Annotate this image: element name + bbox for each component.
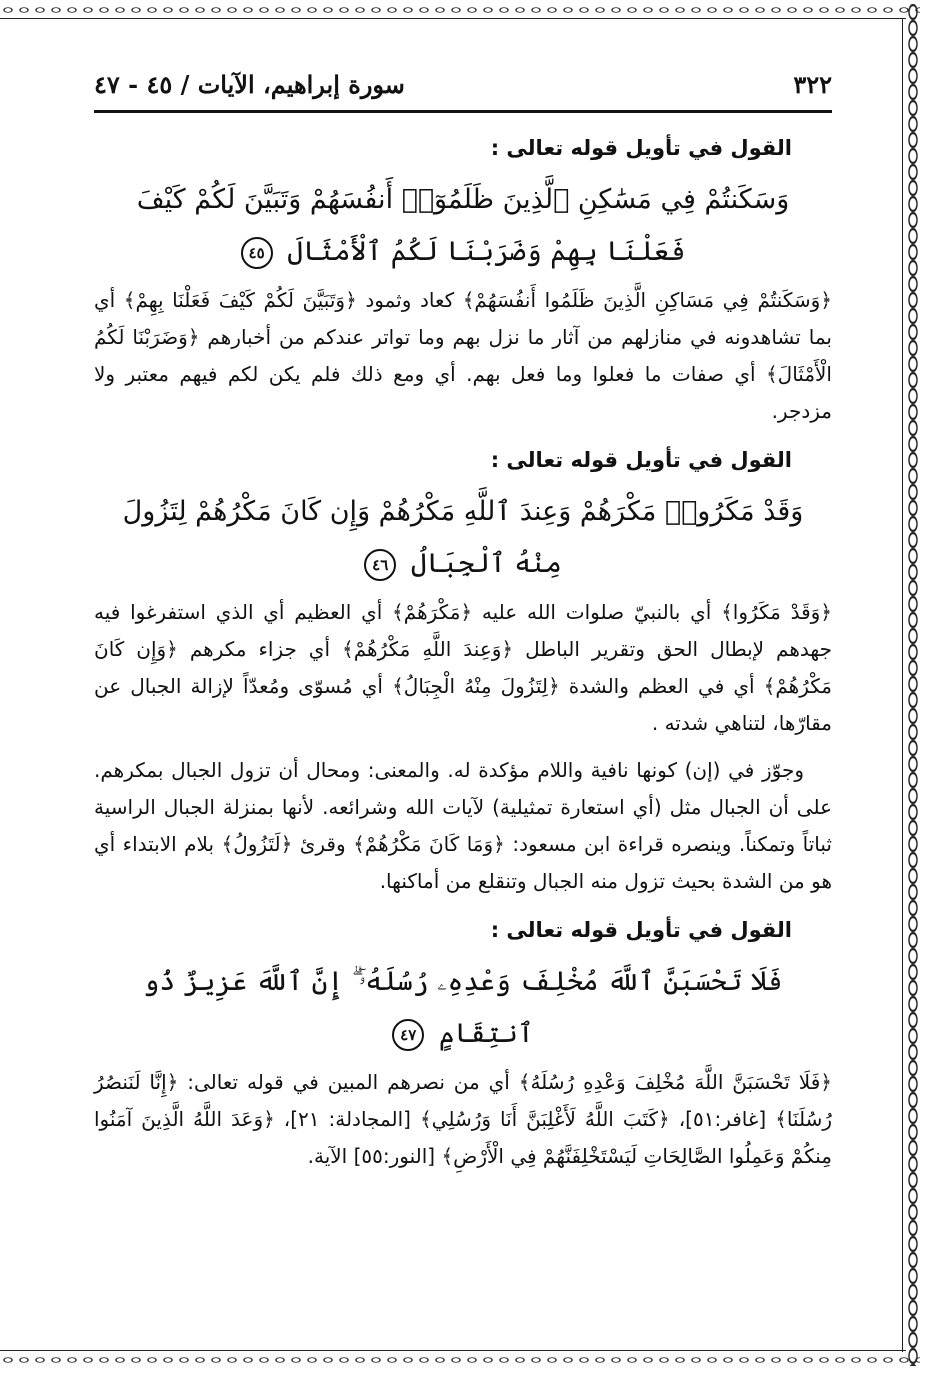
- page-number: ٣٢٢: [793, 69, 832, 99]
- verse-line: فَعَلْنَا بِهِمْ وَضَرَبْنَا لَكُمُ ٱلْأَمْثَالَ: [287, 236, 686, 267]
- quran-verse: [94, 956, 832, 1060]
- commentary-paragraph: ﴿فَلَا تَحْسَبَنَّ اللَّهَ مُخْلِفَ وَعْدِهِ رُسُلَهُ﴾ أي من نصرهم المبين في قوله تعالى: ﴿إِنَّا لَنَنصُرُ رُسُلَنَا﴾ [غافر:٥١]، ﴿كَتَبَ اللَّهُ لَأَغْلِبَنَّ أَنَا وَرُسُلِي﴾ [المجادلة: ٢١]، ﴿وَعَدَ اللَّهُ الَّذِينَ آمَنُوا مِنكُمْ وَعَمِلُوا الصَّالِحَاتِ لَيَسْتَخْلِفَنَّهُمْ فِي الْأَرْضِ﴾ [النور:٥٥] الآية.: [94, 1070, 832, 1168]
- verse-line: فَلَا تَحْسَبَنَّ ٱللَّهَ مُخْلِفَ وَعْدِهِۦ رُسُلَهُۥٓ ۗ إِنَّ ٱللَّهَ عَزِيزٌ ذُو ٱنتِقَامٍ: [143, 966, 783, 1049]
- section-heading: القول في تأويل قوله تعالى :: [490, 918, 792, 942]
- top-border-rule: [0, 18, 906, 19]
- commentary-paragraph: ﴿وَقَدْ مَكَرُوا﴾ أي بالنبيّ صلوات الله عليه ﴿مَكْرَهُمْ﴾ أي العظيم أي الذي استفرغوا فيه جهدهم لإبطال الحق وتقرير الباطل ﴿وَعِندَ اللَّهِ مَكْرُهُمْ﴾ أي جزاء مكرهم ﴿وَإِن كَانَ مَكْرُهُمْ﴾ أي في العظم والشدة ﴿لِتَزُولَ مِنْهُ الْجِبَالُ﴾ أي مُسوّى ومُعدّاً لإزالة الجبال عن مقارّها، لتناهي شدته .: [94, 600, 832, 735]
- quran-verse: [94, 486, 832, 590]
- section-heading: القول في تأويل قوله تعالى :: [490, 136, 792, 160]
- section-verse-46: [94, 440, 832, 900]
- section-heading: القول في تأويل قوله تعالى :: [490, 448, 792, 472]
- commentary-paragraph: ﴿وَسَكَنتُمْ فِي مَسَاكِنِ الَّذِينَ ظَلَمُوا أَنفُسَهُمْ﴾ كعاد وثمود ﴿وَتَبَيَّنَ لَكُمْ كَيْفَ فَعَلْنَا بِهِمْ﴾ أي بما تشاهدونه في منازلهم من آثار ما نزل بهم وما تواتر عندكم من أخبارهم ﴿وَضَرَبْنَا لَكُمُ الْأَمْثَالَ﴾ أي صفات ما فعلوا وما فعل بهم. أي ومع ذلك فلم يكن لكم فيهم معتبر ولا مزدجر.: [94, 288, 832, 423]
- section-verse-47: [94, 910, 832, 1175]
- top-border-ornament: [0, 4, 920, 16]
- page-body: [94, 128, 832, 1185]
- verse-number-marker: ٤٧: [392, 1019, 424, 1051]
- quran-verse: [94, 174, 832, 278]
- bottom-border-ornament: [0, 1354, 920, 1366]
- verse-line: وَقَدْ مَكَرُوا۟ مَكْرَهُمْ وَعِندَ ٱللَّهِ مَكْرُهُمْ وَإِن كَانَ مَكْرُهُمْ لِتَزُولَ: [122, 496, 804, 527]
- bottom-border-rule: [0, 1350, 906, 1351]
- running-title: سورة إبراهيم، الآيات / ٤٥ - ٤٧: [94, 69, 405, 99]
- section-verse-45: [94, 128, 832, 430]
- verse-number-marker: ٤٦: [364, 549, 396, 581]
- right-border-ornament: [906, 4, 920, 1366]
- verse-line-wrap: [94, 956, 832, 1060]
- verse-line-wrap: [94, 538, 832, 590]
- right-border-rule: [902, 18, 903, 1352]
- verse-line-wrap: [94, 226, 832, 278]
- header-rule: [94, 110, 832, 113]
- page-header: [94, 62, 832, 106]
- verse-line: مِنْهُ ٱلْجِبَالُ: [410, 548, 562, 579]
- verse-line: وَسَكَنتُمْ فِي مَسَٰكِنِ ٱلَّذِينَ ظَلَمُوٓا۟ أَنفُسَهُمْ وَتَبَيَّنَ لَكُمْ كَيْفَ: [136, 184, 790, 215]
- verse-number-marker: ٤٥: [241, 237, 273, 269]
- commentary-paragraph: وجوّز في (إن) كونها نافية واللام مؤكدة له. والمعنى: ومحال أن تزول الجبال بمكرهم. على أن الجبال مثل (أي استعارة تمثيلية) لآيات الله وشرائعه. لأنها بمنزلة الجبال الراسية ثباتاً وتمكناً. وينصره قراءة ابن مسعود: ﴿وَمَا كَانَ مَكْرُهُمْ﴾ وقرئ ﴿لَتَزُولُ﴾ بلام الابتداء أي هو من الشدة بحيث تزول منه الجبال وتنقلع من أماكنها.: [94, 758, 832, 893]
